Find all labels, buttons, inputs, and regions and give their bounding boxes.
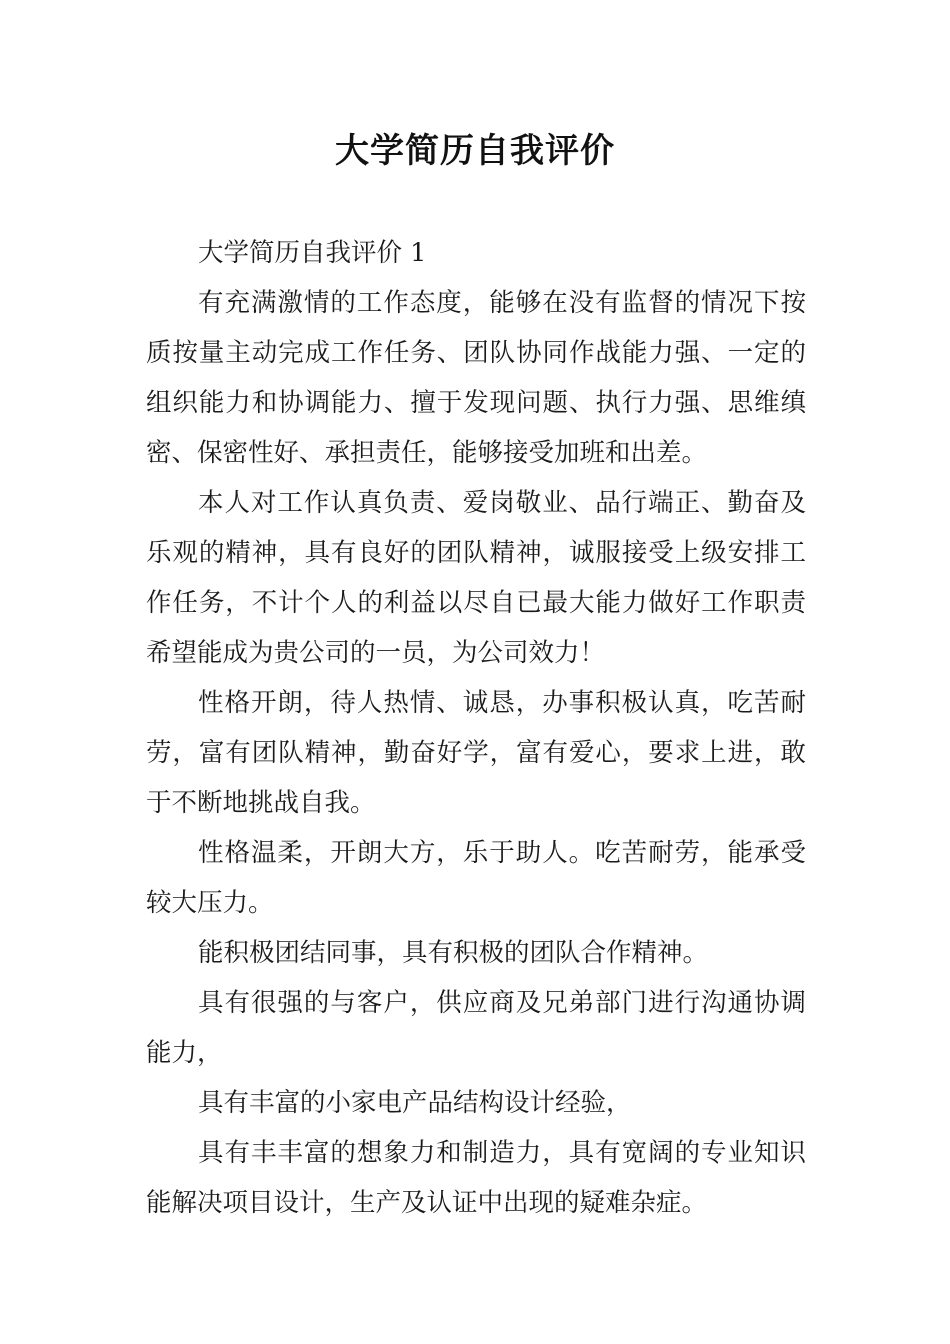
paragraph: 本人对工作认真负责、爱岗敬业、品行端正、勤奋及乐观的精神，具有良好的团队精神，诚服接受上级安排工作任务，不计个人的利益以尽自已最大能力做好工作职责希望能成为贵公司的一员，为公司效力！ xyxy=(146,488,806,668)
section-heading: 大学简历自我评价 1 xyxy=(198,238,427,268)
paragraph: 有充满激情的工作态度，能够在没有监督的情况下按质按量主动完成工作任务、团队协同作战能力强、一定的组织能力和协调能力、擅于发现问题、执行力强、思维缜密、保密性好、承担责任，能够接受加班和出差。 xyxy=(146,288,806,468)
paragraph: 性格开朗，待人热情、诚恳，办事积极认真，吃苦耐劳，富有团队精神，勤奋好学，富有爱心，要求上进，敢于不断地挑战自我。 xyxy=(146,688,806,818)
paragraph: 性格温柔，开朗大方，乐于助人。吃苦耐劳，能承受较大压力。 xyxy=(146,838,806,918)
paragraph: 具有丰富的小家电产品结构设计经验， xyxy=(198,1088,632,1118)
document-title: 大学简历自我评价 xyxy=(335,131,615,171)
paragraph: 能积极团结同事，具有积极的团队合作精神。 xyxy=(198,938,709,968)
document-body xyxy=(146,228,806,1228)
paragraph: 具有很强的与客户，供应商及兄弟部门进行沟通协调能力， xyxy=(146,988,806,1068)
paragraph: 具有丰丰富的想象力和制造力，具有宽阔的专业知识能解决项目设计，生产及认证中出现的疑难杂症。 xyxy=(146,1138,806,1218)
